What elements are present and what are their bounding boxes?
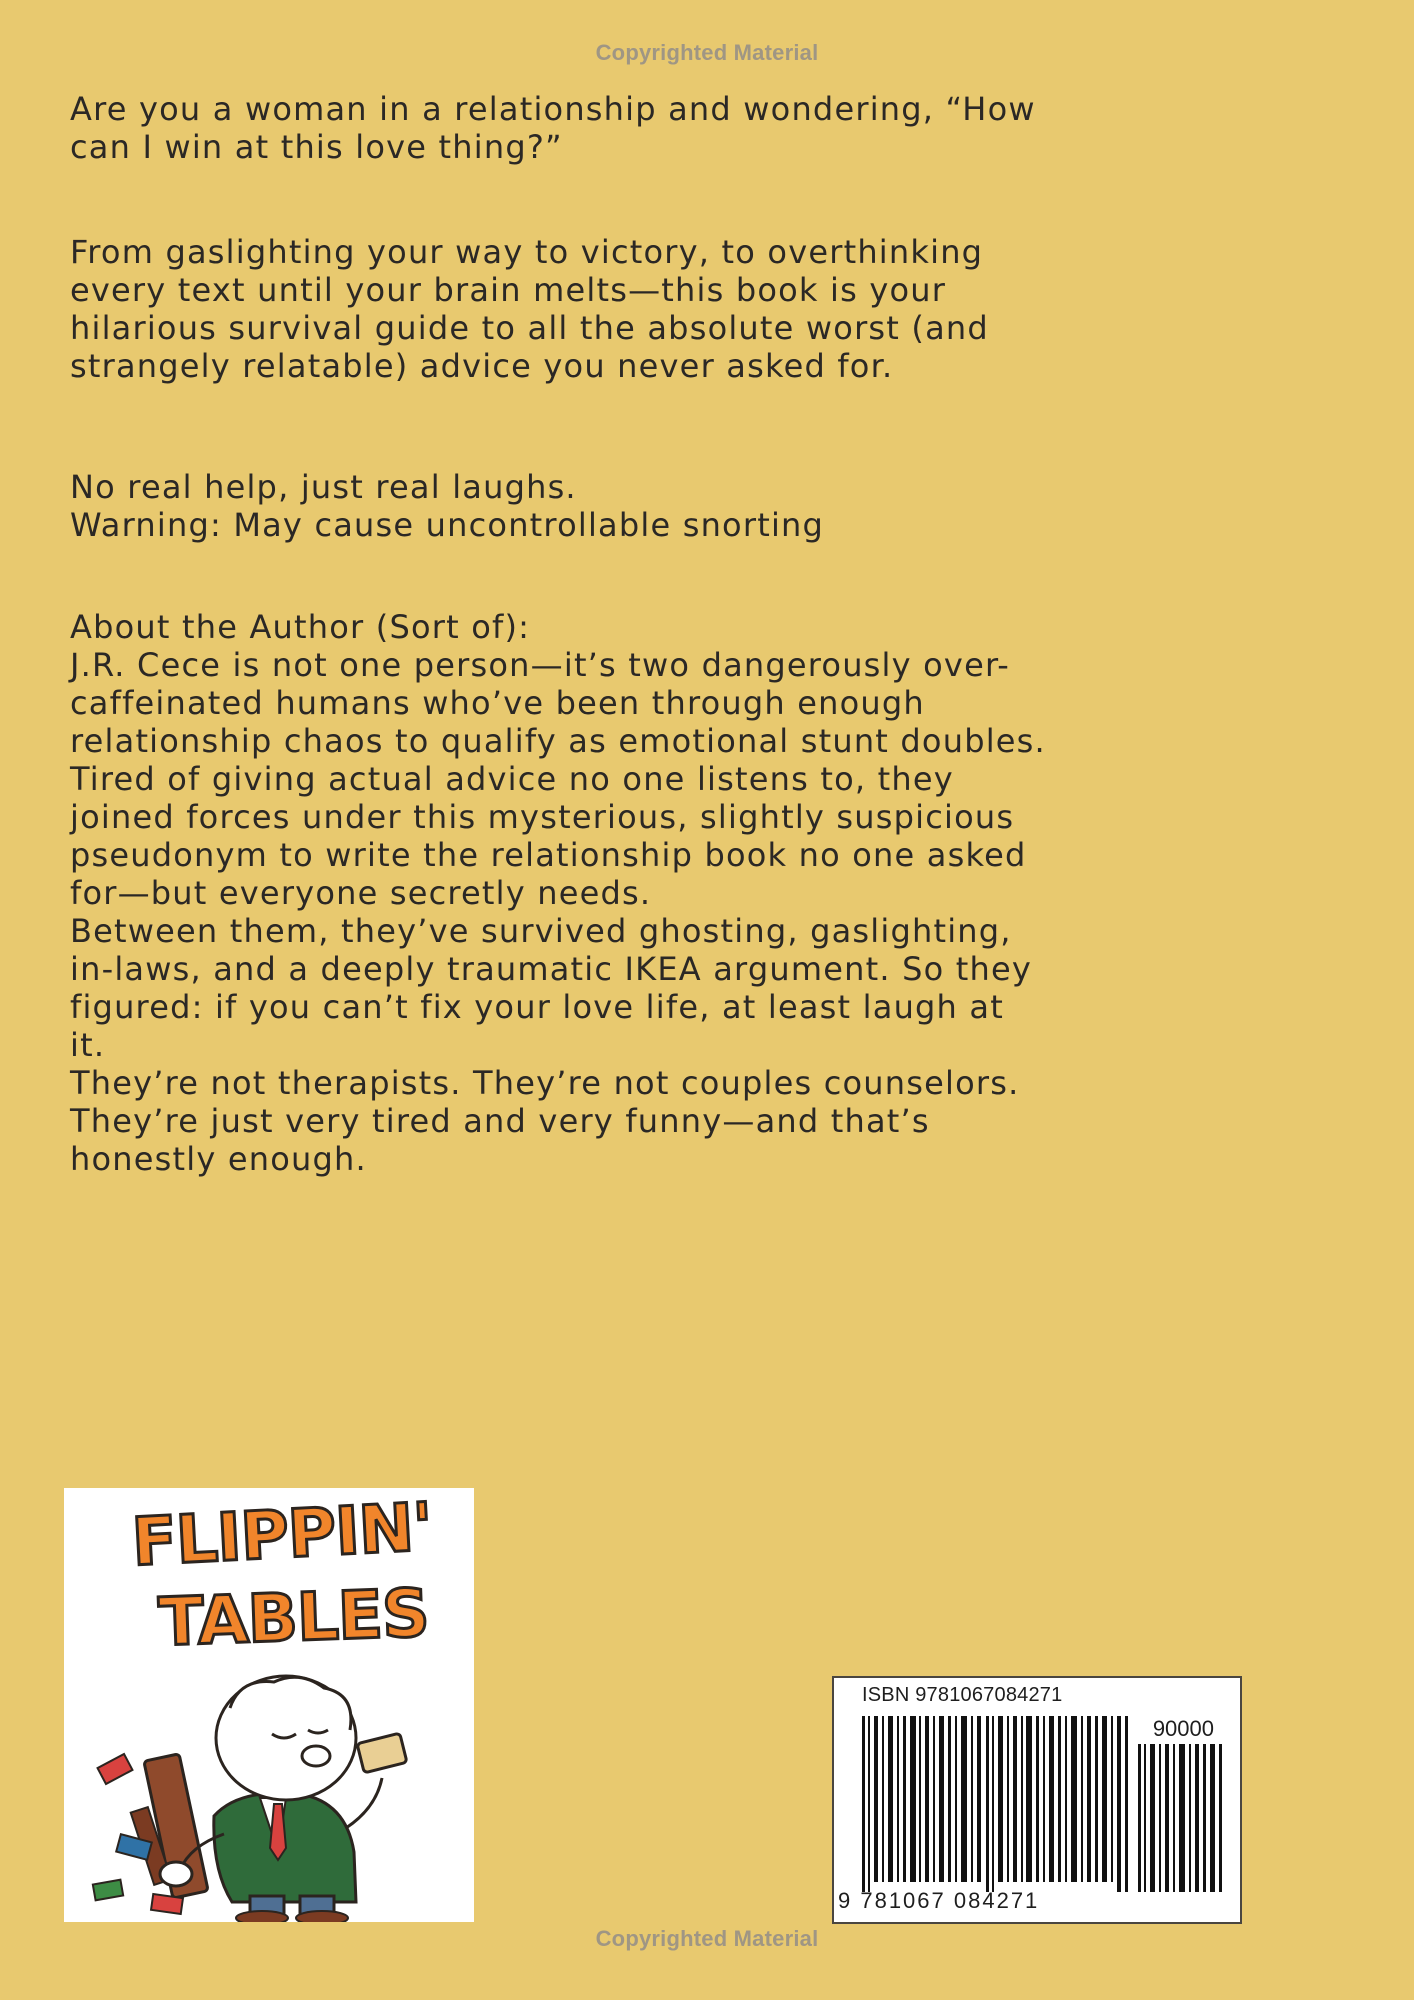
about-author-section <box>70 608 1360 1178</box>
price-code: 90000 <box>1152 1716 1214 1741</box>
about-line: Between them, they’ve survived ghosting, gaslighting, <box>70 912 1012 950</box>
logo-word-tables: TABLES <box>157 1574 430 1661</box>
mascot-illustration <box>64 1638 474 1922</box>
tagline-paragraph <box>70 468 1360 544</box>
about-heading: About the Author (Sort of): <box>70 608 531 646</box>
publisher-logo <box>64 1488 474 1922</box>
intro-line: can I win at this love thing?” <box>70 128 563 166</box>
barcode-digits: 9 781067 084271 <box>838 1888 1040 1913</box>
about-line: it. <box>70 1026 106 1064</box>
about-line: pseudonym to write the relationship book no one asked <box>70 836 1027 874</box>
intro-paragraph <box>70 90 1360 166</box>
logo-word-flippin: FLIPPIN' <box>129 1488 435 1581</box>
summary-line: every text until your brain melts—this book is your <box>70 271 947 309</box>
watermark-top: Copyrighted Material <box>595 40 819 65</box>
summary-paragraph <box>70 233 1360 385</box>
watermark-bottom: Copyrighted Material <box>595 1926 819 1951</box>
summary-line: strangely relatable) advice you never asked for. <box>70 347 894 385</box>
barcode-main-icon <box>858 1716 1140 1892</box>
isbn-label: ISBN 9781067084271 <box>862 1684 1063 1706</box>
summary-line: From gaslighting your way to victory, to overthinking <box>70 233 984 271</box>
intro-line: Are you a woman in a relationship and wondering, “How <box>70 90 1036 128</box>
about-line: J.R. Cece is not one person—it’s two dangerously over- <box>70 646 1011 684</box>
about-line: in-laws, and a deeply traumatic IKEA argument. So they <box>70 950 1032 988</box>
about-line: They’re just very tired and very funny—and that’s <box>70 1102 930 1140</box>
about-line: They’re not therapists. They’re not couples counselors. <box>70 1064 1020 1102</box>
summary-line: hilarious survival guide to all the absolute worst (and <box>70 309 989 347</box>
warning-line: Warning: May cause uncontrollable snorting <box>70 506 825 544</box>
isbn-barcode-box <box>832 1676 1242 1924</box>
about-line: Tired of giving actual advice no one listens to, they <box>70 760 954 798</box>
about-line: relationship chaos to qualify as emotional stunt doubles. <box>70 722 1046 760</box>
about-line: for—but everyone secretly needs. <box>70 874 652 912</box>
about-line: honestly enough. <box>70 1140 367 1178</box>
about-line: figured: if you can’t fix your love life, at least laugh at <box>70 988 1004 1026</box>
about-line: joined forces under this mysterious, slightly suspicious <box>70 798 1015 836</box>
barcode-addon-icon <box>1136 1744 1226 1892</box>
about-line: caffeinated humans who’ve been through enough <box>70 684 925 722</box>
tagline-line: No real help, just real laughs. <box>70 468 577 506</box>
